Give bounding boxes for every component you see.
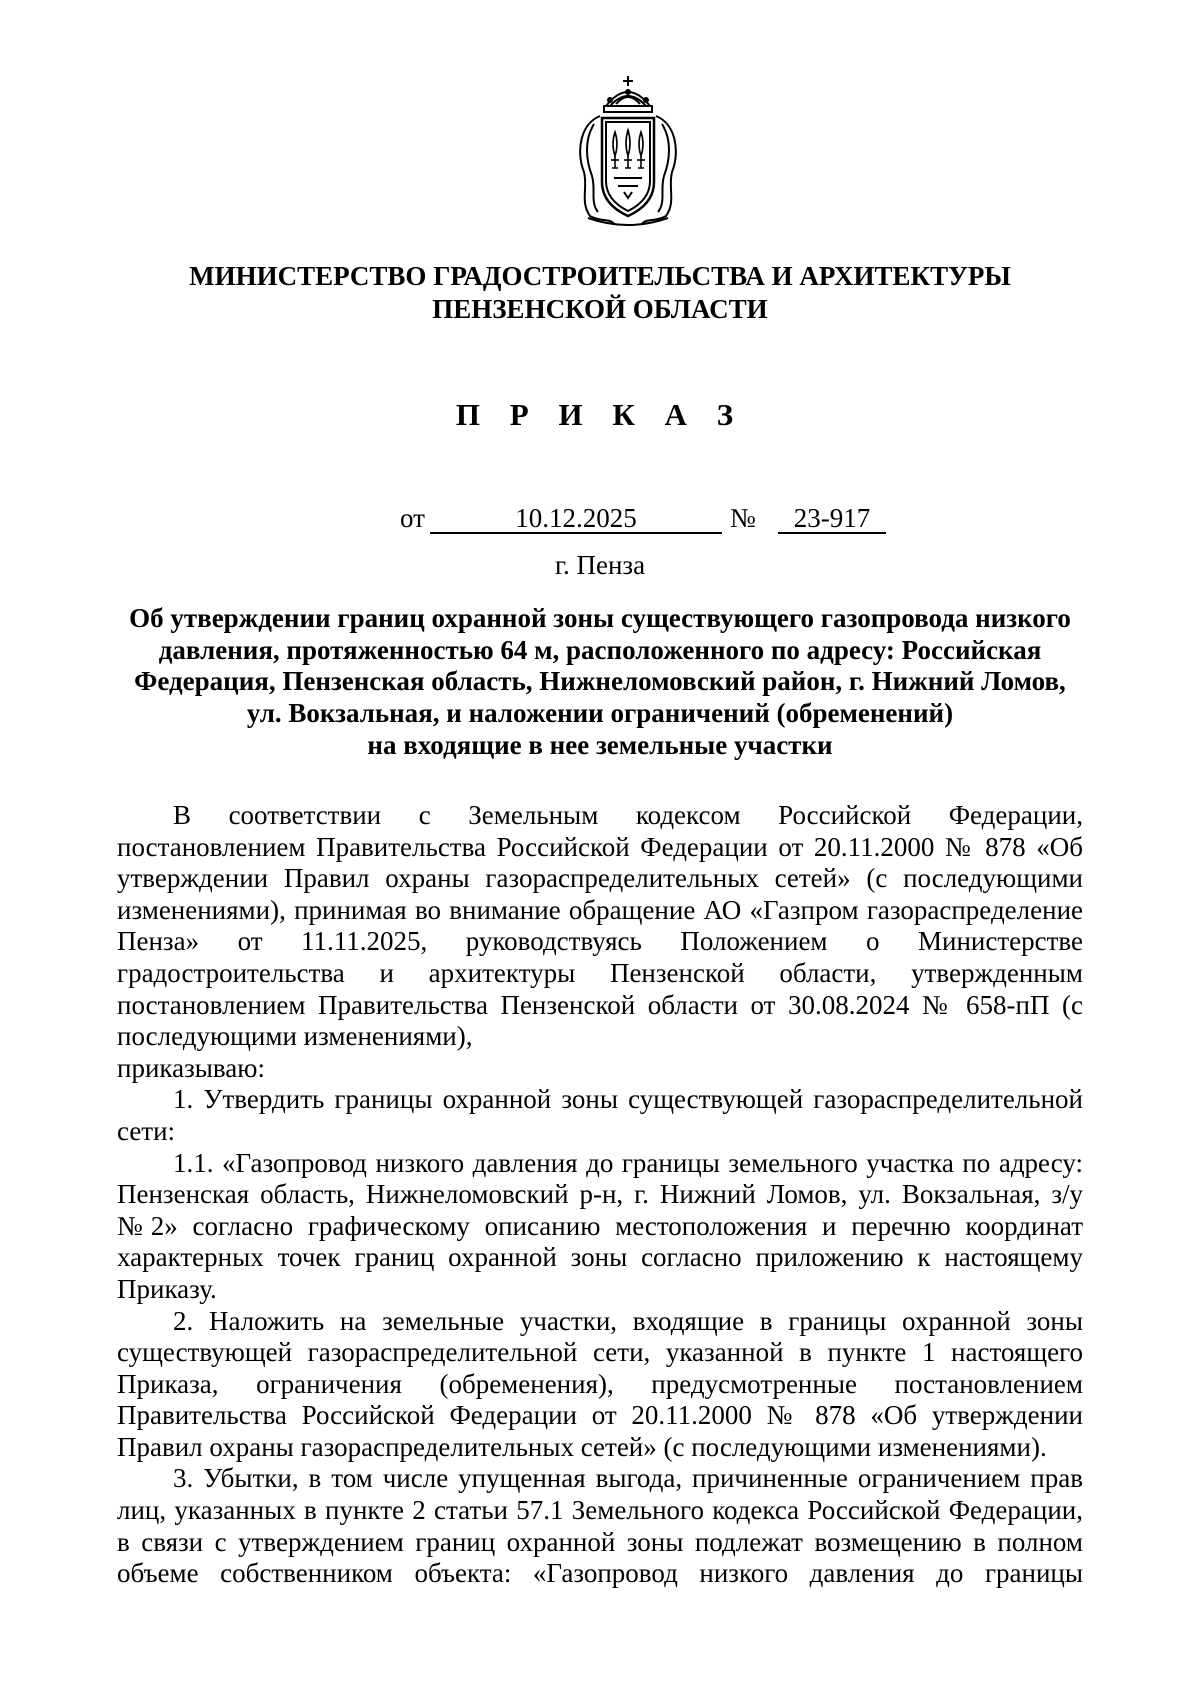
number-label: №	[730, 503, 756, 533]
clause-3: 3. Убытки, в том числе упущенная выгода, причиненные ограничением прав лиц, указанных в пункте 2 статьи 57.1 Земельного кодекса Российской Федерации, в связи с утверждением границ охранной зоны подлежат возмещению в полном объеме собственником объекта: «Газопровод низкого давления до границы	[117, 1463, 1083, 1589]
clause-1: 1. Утвердить границы охранной зоны существующей газораспределительной сети:	[117, 1084, 1083, 1146]
document-type-title: П Р И К А З	[455, 397, 745, 432]
clause-2: 2. Наложить на земельные участки, входящие в границы охранной зоны существующей газораспределительной сети, указанной в пункте 1 настоящего Приказа, ограничения (обременения), предусмотренные постановлением Правительства Российской Федерации от 20.11.2000 № 878 «Об утверждении Правил охраны газораспределительных сетей» (с последующими изменениями).	[117, 1305, 1083, 1462]
order-subject-line: Об утверждении границ охранной зоны существующего газопровода низкого	[129, 603, 1071, 633]
preamble-paragraph: В соответствии с Земельным кодексом Российской Федерации, постановлением Правительства Российской Федерации от 20.11.2000 № 878 «Об утверждении Правил охраны газораспределительных сетей» (с последующими изменениями), принимая во внимание обращение АО «Газпром газораспределение Пенза» от 11.11.2025, руководствуясь Положением о Министерстве градостроительства и архитектуры Пензенской области, утвержденным постановлением Правительства Пензенской области от 30.08.2024 № 658-пП (с последующими изменениями),	[117, 800, 1083, 1052]
order-date: 10.12.2025	[430, 503, 722, 534]
ministry-name-line2: ПЕНЗЕНСКОЙ ОБЛАСТИ	[432, 294, 768, 324]
order-number: 23-917	[778, 503, 886, 534]
date-label: от	[400, 503, 425, 533]
order-subject-line: Федерация, Пензенская область, Нижнеломовский район, г. Нижний Ломов,	[134, 666, 1066, 697]
order-subject-line: давления, протяженностью 64 м, расположенного по адресу: Российская	[158, 634, 1042, 665]
issue-city: г. Пенза	[554, 550, 646, 580]
ministry-name	[120, 260, 1080, 326]
ministry-name-line1: МИНИСТЕРСТВО ГРАДОСТРОИТЕЛЬСТВА И АРХИТЕКТУРЫ	[189, 261, 1011, 291]
clause-1-1: 1.1. «Газопровод низкого давления до границы земельного участка по адресу: Пензенская область, Нижнеломовский р-н, г. Нижний Ломов, ул. Вокзальная, з/у №2» согласно графическому описанию местоположения и перечню координат характерных точек границ охранной зоны согласно приложению к настоящему Приказу.	[117, 1147, 1083, 1304]
order-word: приказываю:	[117, 1052, 265, 1083]
coat-of-arms-icon	[570, 72, 686, 226]
order-body	[117, 800, 1083, 1590]
order-subject-line: ул. Вокзальная, и наложении ограничений (обременений)	[246, 698, 954, 729]
order-subject-line: на входящие в нее земельные участки	[367, 729, 833, 760]
order-subject	[120, 603, 1080, 762]
